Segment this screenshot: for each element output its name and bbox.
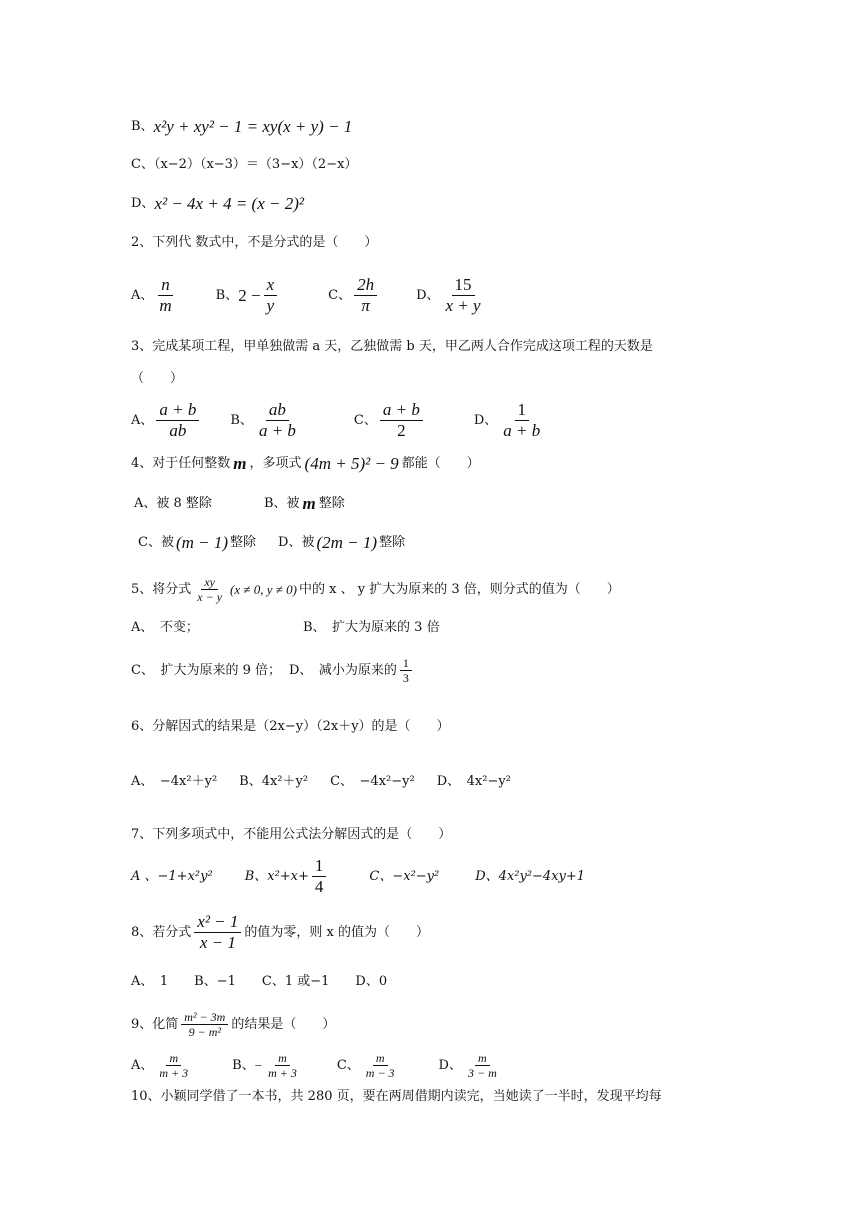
q7-stem <box>131 825 451 845</box>
option-label: D、 <box>438 1057 462 1073</box>
fraction: $\frac{m}{m + 3}$ <box>268 1051 297 1080</box>
question-text: 6、分解因式的结果是（2x−y）（2x＋y）的是（ ） <box>131 719 450 734</box>
option-label: B、 <box>131 119 154 134</box>
question-text: 7、下列多项式中，不能用公式法分解因式的是（ ） <box>131 827 452 842</box>
question-text: 3、完成某项工程，甲单独做需 a 天，乙独做需 b 天，甲乙两人合作完成这项工程的天数是 <box>131 339 653 354</box>
math-variable: m <box>233 454 247 473</box>
option-text: B、x²+x+ <box>244 868 309 884</box>
fraction: $\frac{a + b}{2}$ <box>380 400 423 441</box>
fraction: $\frac{ab}{a + b}$ <box>258 400 296 440</box>
question-text: 8、若分式 <box>131 924 192 940</box>
q1-option-b <box>131 117 352 137</box>
fraction: $\frac{n}{m}$ <box>159 275 172 315</box>
math-sign: − <box>254 1057 263 1073</box>
question-text: 4、对于任何整数 <box>131 456 231 471</box>
math-expression: x² − 4x + 4 = (x − 2)² <box>154 194 304 213</box>
q8-options <box>131 972 387 992</box>
q2-stem <box>131 233 377 253</box>
option-label: A、 <box>131 287 154 303</box>
option-label: C、 <box>353 412 377 428</box>
option-text: B、 扩大为原来的 3 倍 <box>303 620 440 635</box>
option-text: D、 减小为原来的 <box>288 662 397 678</box>
q1-option-d <box>131 194 304 214</box>
q4-options-ab <box>134 494 345 514</box>
fraction: $\frac{xy}{x - y}$ <box>197 575 223 604</box>
math-expression: (4m + 5)² − 9 <box>304 454 399 473</box>
question-text: 都能（ ） <box>401 456 480 471</box>
fraction: $\frac{15}{x + y}$ <box>445 275 481 315</box>
option-text: 整除 <box>318 496 345 511</box>
q5-options-ab <box>131 618 440 638</box>
fraction: $\frac{1}{4}$ <box>312 856 327 897</box>
fraction: $\frac{1}{a + b}$ <box>503 400 541 440</box>
option-label: A、 <box>131 412 154 428</box>
question-text: 中的 x 、 y 扩大为原来的 3 倍，则分式的值为（ ） <box>299 581 620 597</box>
fraction: $\frac{m}{3 - m}$ <box>467 1051 497 1080</box>
q3-options <box>131 400 546 441</box>
q8-stem <box>131 912 429 953</box>
q1-option-c <box>131 155 357 175</box>
q3-stem <box>131 337 653 357</box>
option-text: D、4x²y²−4xy+1 <box>475 868 586 884</box>
q4-options-cd <box>138 533 405 553</box>
q7-options <box>131 856 585 897</box>
question-text: 10、小颖同学借了一本书，共 280 页，要在两周借期内读完，当她读了一半时，发现平均每 <box>131 1089 662 1104</box>
q6-stem <box>131 717 450 737</box>
question-text: 9、化简 <box>131 1016 179 1032</box>
q9-options <box>131 1051 503 1080</box>
option-text: D、被 <box>278 535 315 550</box>
option-text: D、 4x²−y² <box>436 774 511 789</box>
option-text: A、 −4x²＋y² <box>131 774 218 789</box>
q4-stem <box>131 454 480 474</box>
math-expression: 2 − <box>238 285 261 305</box>
math-variable: m <box>302 494 316 513</box>
fraction: $\frac{m}{m - 3}$ <box>365 1051 395 1080</box>
option-label: D、 <box>416 287 440 303</box>
question-text: 5、将分式 <box>131 581 192 597</box>
q5-stem <box>131 575 620 604</box>
option-label: B、 <box>230 412 253 428</box>
option-text: C、（x−2）（x−3）＝（3−x）（2−x） <box>131 157 358 172</box>
option-text: C、 −4x²−y² <box>330 774 415 789</box>
option-text: A 、−1+x²y² <box>131 868 213 884</box>
fraction: $\frac{2h}{\pi}$ <box>354 275 377 316</box>
option-label: A、 <box>131 1057 154 1073</box>
math-expression: (m − 1) <box>175 533 229 552</box>
option-label: C、 <box>328 287 352 303</box>
question-text: 的结果是（ ） <box>231 1016 336 1032</box>
option-text: A、 1 B、−1 C、1 或−1 D、0 <box>131 974 388 989</box>
option-text: A、被 8 整除 <box>134 496 212 511</box>
fraction: $\frac{a + b}{ab}$ <box>156 400 199 441</box>
option-text: A、 不变； <box>131 620 199 635</box>
option-text: 整除 <box>379 535 406 550</box>
option-label: C、 <box>336 1057 360 1073</box>
math-expression: x²y + xy² − 1 = xy(x + y) − 1 <box>153 117 353 136</box>
option-label: B、 <box>232 1057 255 1073</box>
q2-options <box>131 275 487 316</box>
option-text: B、4x²＋y² <box>239 774 309 789</box>
fraction: $\frac{\text{m² − 3m}}{\text{9 − m²}}$ <box>181 1010 228 1039</box>
question-text: 的值为零，则 x 的值为（ ） <box>244 924 430 940</box>
option-label: D、 <box>473 412 498 428</box>
q9-stem <box>131 1010 335 1039</box>
math-expression: (2m − 1) <box>316 533 378 552</box>
fraction: $\frac{x}{y}$ <box>264 275 278 316</box>
option-text: C、−x²−y² <box>369 868 440 884</box>
fraction: $\frac{\text{x² − 1}}{x - 1}$ <box>194 912 241 953</box>
question-text: 2、下列代 数式中，不是分式的是（ ） <box>131 235 378 250</box>
math-condition: (x ≠ 0, y ≠ 0) <box>230 581 297 597</box>
fraction: $\frac{1}{3}$ <box>400 656 412 685</box>
answer-blank: （ ） <box>131 371 184 386</box>
option-label: B、 <box>215 287 239 303</box>
option-text: 整除 <box>230 535 257 550</box>
q6-options <box>131 772 511 792</box>
fraction: $\frac{m}{m + 3}$ <box>159 1051 189 1080</box>
question-text: ，多项式 <box>249 456 302 471</box>
option-text: B、被 <box>263 496 300 511</box>
q3-paren <box>131 369 183 389</box>
q10-stem <box>131 1087 662 1107</box>
q5-options-cd <box>131 656 415 685</box>
option-text: C、被 <box>138 535 174 550</box>
option-label: D、 <box>131 196 155 211</box>
option-text: C、 扩大为原来的 9 倍； <box>131 662 281 678</box>
